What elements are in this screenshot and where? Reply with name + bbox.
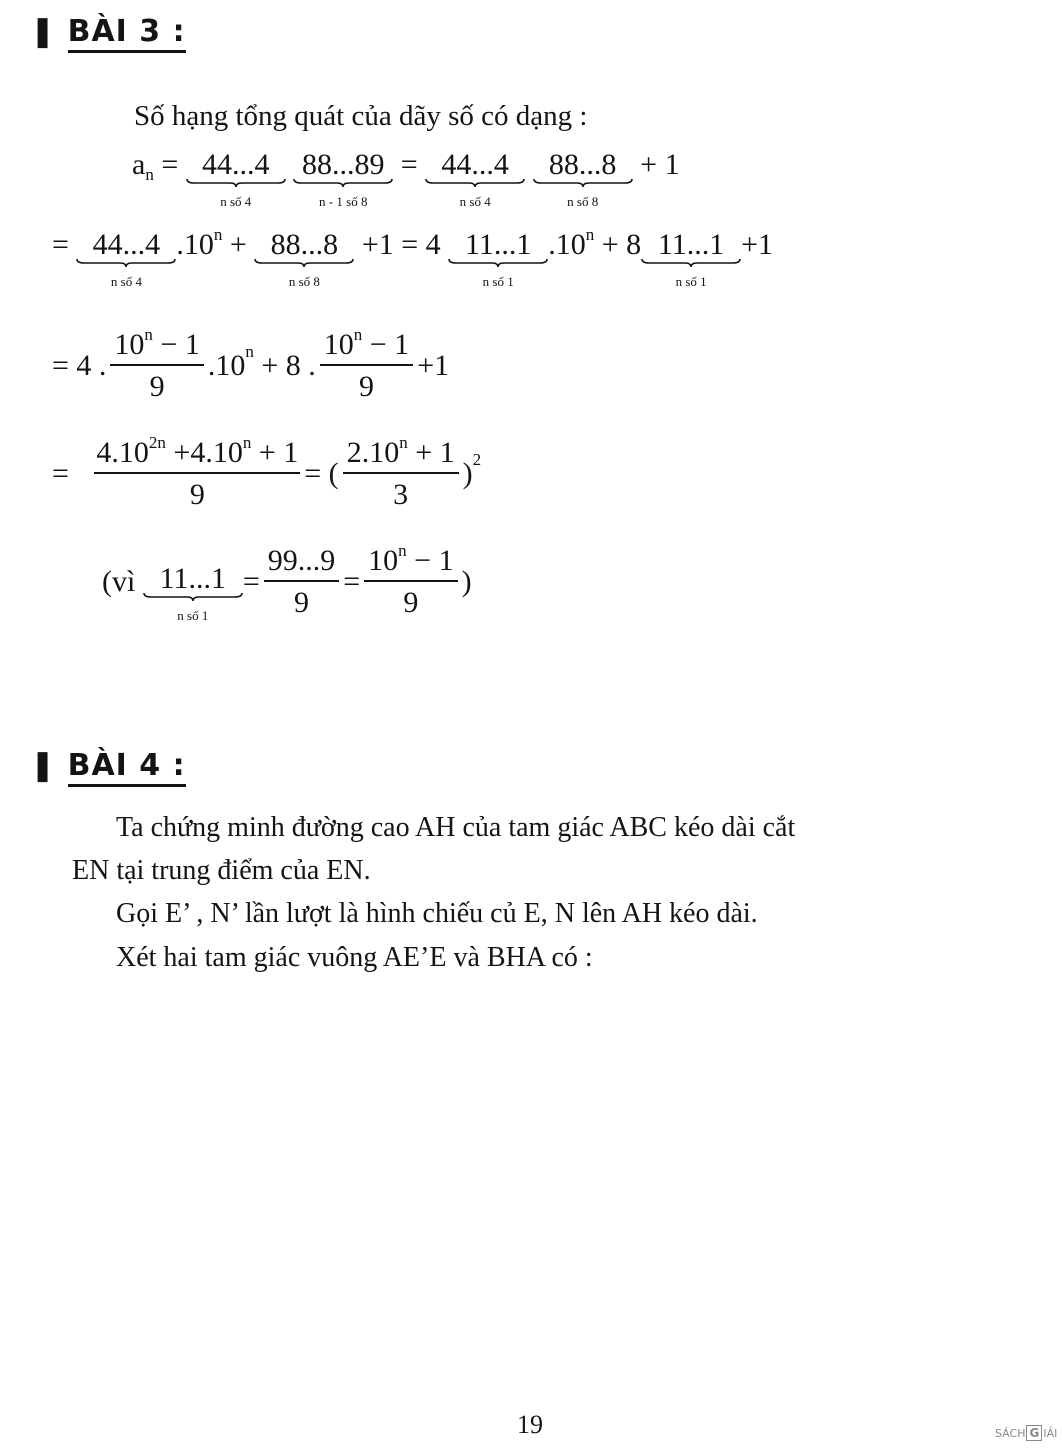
eq1-group-8s: 88...89 n - 1 số 8 (293, 148, 393, 188)
eq3-term-d: +1 (417, 349, 450, 382)
eq5-equals-1: = (242, 565, 260, 598)
eq1-group-4s-b: 44...4 n số 4 (425, 148, 525, 188)
eq1-group-8s-b: 88...8 n số 8 (533, 148, 633, 188)
eq1-group-4s: 44...4 n số 4 (186, 148, 286, 188)
section-title: BÀI 3 : (68, 14, 186, 53)
eq2-term-2: +1 = 4 (354, 228, 449, 261)
paragraph-2: Gọi E’ , N’ lần lượt là hình chiếu củ E, N lên AH kéo dài. (116, 898, 758, 929)
eq5-fraction-1: $\frac{99...9}{9}$ (264, 544, 340, 620)
eq4-fraction-2: $\frac{2.10^n + 1}{3}$ (343, 436, 459, 512)
eq4-square: 2 (472, 450, 482, 469)
page-number: 19 (517, 1410, 543, 1439)
eq1-equals-2: = (400, 148, 418, 181)
equation-5 (102, 541, 472, 623)
eq2-term-5: +1 (741, 228, 774, 261)
watermark-logo: SÁCH G IẢI (995, 1426, 1058, 1440)
eq3-term-c: + 8 . (253, 349, 316, 382)
eq2-term-1: .10 (176, 228, 214, 261)
section-marker-icon: ❚ (30, 14, 57, 49)
eq3-coef-4: 4 . (76, 349, 107, 382)
eq2-exp-1: n (213, 225, 223, 244)
section-marker-icon: ❚ (30, 748, 57, 783)
eq5-close: ) (461, 565, 472, 598)
equation-1 (132, 148, 680, 209)
eq3-equals: = (52, 349, 69, 382)
eq2-plus: + (222, 228, 255, 261)
equation-2 (52, 225, 774, 289)
eq2-group-1s: 11...1 n số 1 (448, 228, 548, 268)
eq3-term-b: .10 (207, 349, 246, 382)
eq4-fraction-1: $\frac{4.10^{2n} +4.10^n + 1}{9}$ (96, 433, 299, 511)
eq4-mid: = ( (304, 457, 339, 490)
eq3-fraction-1: $\frac{10^n - 1}{9}$ (110, 328, 203, 404)
eq1-lhs-subscript: n (145, 165, 154, 184)
eq4-equals: = (52, 457, 69, 490)
eq2-group-1s-b: 11...1 n số 1 (641, 228, 741, 268)
eq2-equals: = (52, 228, 69, 261)
paragraph-1-line-1: Ta chứng minh đường cao AH của tam giác ABC kéo dài cắt (116, 812, 796, 843)
eq2-group-8s: 88...8 n số 8 (254, 228, 354, 268)
eq5-open: (vì (102, 565, 136, 598)
eq2-group-4s: 44...4 n số 4 (76, 228, 176, 268)
eq3-fraction-2: $\frac{10^n - 1}{9}$ (320, 328, 413, 404)
eq5-group-1s: 11...1 n số 1 (143, 562, 243, 602)
section-title: BÀI 4 : (68, 748, 186, 787)
eq1-tail: + 1 (640, 148, 680, 181)
paragraph-1-line-2: EN tại trung điểm của EN. (72, 855, 371, 886)
intro-text: Số hạng tổng quát của dãy số có dạng : (134, 100, 588, 132)
eq2-term-4: + 8 (594, 228, 642, 261)
equation-3 (52, 325, 450, 404)
paragraph-3: Xét hai tam giác vuông AE’E và BHA có : (116, 942, 593, 973)
eq1-equals: = (161, 148, 179, 181)
eq2-term-3: .10 (548, 228, 586, 261)
eq5-equals-2: = (343, 565, 361, 598)
eq1-lhs: a (132, 148, 146, 181)
equation-4 (52, 433, 482, 512)
eq2-exp-3: n (585, 225, 595, 244)
eq4-close: ) (462, 457, 473, 490)
eq5-fraction-2: $\frac{10^n - 1}{9}$ (364, 544, 457, 620)
section-heading-bai3 (30, 14, 186, 49)
section-heading-bai4 (30, 748, 186, 783)
eq3-exp-b: n (245, 342, 254, 361)
